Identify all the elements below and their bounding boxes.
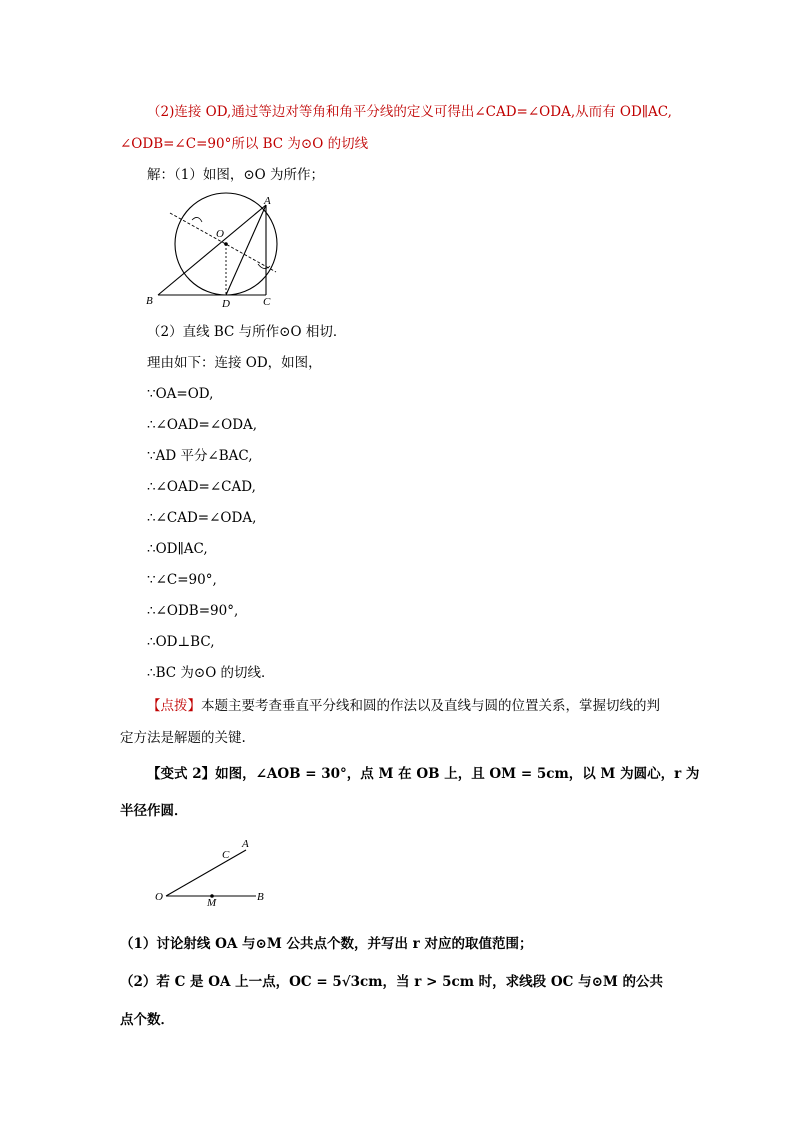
step: ∴∠ODB=90°, [147,603,239,619]
step: ∵AD 平分∠BAC, [147,448,253,464]
solution-part1: 解：（1）如图，⊙O 为所作； [147,167,325,183]
step: ∵OA=OD, [147,386,214,402]
variant-line-1 [147,765,699,783]
figure-circle-tangent [140,192,290,310]
label-o: O [216,228,224,240]
variant-text-1: 如图，∠AOB = 30°，点 M 在 OB 上，且 OM = 5cm，以 M 为圆心，r 为 [215,766,700,782]
step: ∴BC 为⊙O 的切线． [147,665,275,681]
arc-mark-2 [258,264,270,269]
question-2: （2）若 C 是 OA 上一点，OC = 5√3cm，当 r > 5cm 时，求线段 OC 与⊙M 的公共 [120,974,664,990]
step: ∵∠C=90°, [147,572,217,588]
step: ∴∠CAD=∠ODA, [147,510,257,526]
question-2-cont: 点个数． [120,1012,174,1028]
label-d: D [222,298,230,310]
step: ∴OD⊥BC, [147,634,215,650]
step: ∴∠OAD=∠CAD, [147,479,256,495]
analysis-line-1: （2)连接 OD,通过等边对等角和角平分线的定义可得出∠CAD=∠ODA,从而有 OD∥AC, [147,104,672,120]
solution-reason: 理由如下：连接 OD，如图， [147,355,322,371]
analysis-line-2: ∠ODB=∠C=90°所以 BC 为⊙O 的切线 [120,136,369,152]
label-o: O [155,891,163,903]
label-c: C [222,849,230,861]
label-a: A [242,838,249,850]
label-c: C [263,296,271,308]
step: ∴∠OAD=∠ODA, [147,417,258,433]
perp-bisector [170,213,276,272]
line-ba [158,205,266,295]
arc-mark-1 [192,217,202,222]
variant-line-2: 半径作圆． [120,803,188,819]
tip-line-1 [147,697,660,715]
label-a: A [264,195,271,207]
tip-text-1: 本题主要考查垂直平分线和圆的作法以及直线与圆的位置关系，掌握切线的判 [201,698,660,714]
question-1: （1）讨论射线 OA 与⊙M 公共点个数，并写出 r 对应的取值范围； [120,936,533,952]
tip-tag: 【点拨】 [147,698,201,714]
figure-angle-aob [150,836,275,908]
solution-part2-title: （2）直线 BC 与所作⊙O 相切． [147,324,347,340]
label-b: B [257,891,264,903]
point-o [224,242,228,246]
label-b: B [146,295,153,307]
label-m: M [207,897,217,908]
variant-tag: 【变式 2】 [147,766,216,782]
step: ∴OD∥AC, [147,541,208,557]
tip-line-2: 定方法是解题的关键. [120,730,246,746]
ray-oa [166,850,246,896]
